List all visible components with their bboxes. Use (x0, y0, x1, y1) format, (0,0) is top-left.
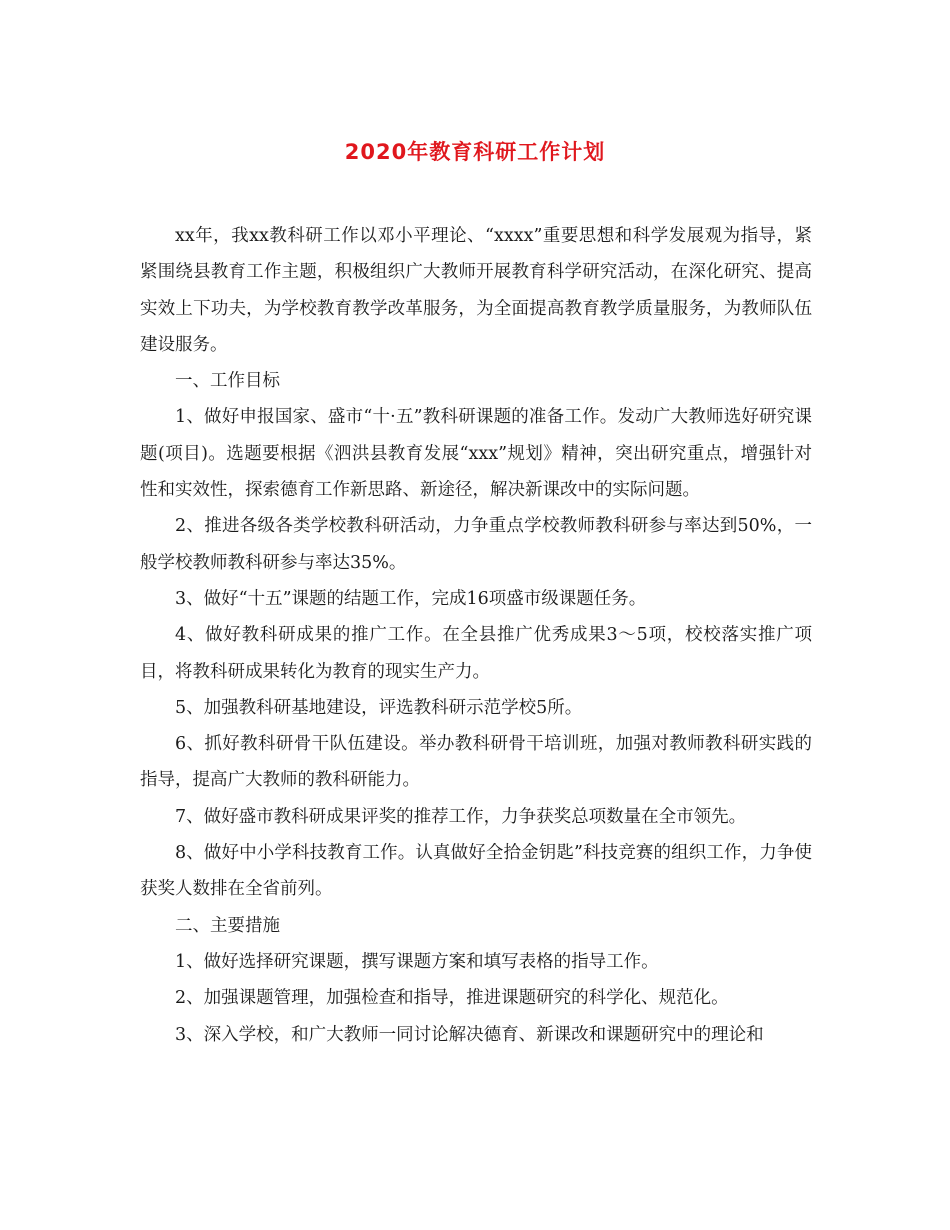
measure-item-1: 1、做好选择研究课题，撰写课题方案和填写表格的指导工作。 (175, 951, 659, 972)
section-heading-goals: 一、工作目标 (175, 371, 280, 392)
goal-item-2: 2、推进各级各类学校教科研活动，力争重点学校教师教科研参与率达到50%，一般学校教师教科研参与率达35%。 (140, 516, 812, 573)
section-heading-measures: 二、主要措施 (175, 915, 280, 936)
goal-item-4: 4、做好教科研成果的推广工作。在全县推广优秀成果3～5项，校校落实推广项目，将教科研成果转化为教育的现实生产力。 (140, 625, 812, 682)
goal-item-1: 1、做好申报国家、盛市“十·五”教科研课题的准备工作。发动广大教师选好研究课题(项目)。选题要根据《泗洪县教育发展“xxx”规划》精神，突出研究重点，增强针对性和实效性，探索德育工作新思路、新途径，解决新课改中的实际问题。 (140, 407, 812, 501)
goal-item-3: 3、做好“十五”课题的结题工作，完成16项盛市级课题任务。 (175, 588, 647, 609)
goal-item-7: 7、做好盛市教科研成果评奖的推荐工作，力争获奖总项数量在全市领先。 (175, 806, 747, 827)
measure-item-2: 2、加强课题管理，加强检查和指导，推进课题研究的科学化、规范化。 (175, 988, 729, 1009)
intro-paragraph: xx年，我xx教科研工作以邓小平理论、“xxxx”重要思想和科学发展观为指导，紧紧围绕县教育工作主题，积极组织广大教师开展教育科学研究活动，在深化研究、提高实效上下功夫，为学校教育教学改革服务，为全面提高教育教学质量服务，为教师队伍建设服务。 (140, 226, 812, 355)
goal-item-8: 8、做好中小学科技教育工作。认真做好全拾金钥匙”科技竞赛的组织工作，力争使获奖人数排在全省前列。 (140, 843, 812, 900)
goal-item-5: 5、加强教科研基地建设，评选教科研示范学校5所。 (175, 697, 583, 718)
document-body (140, 218, 812, 1053)
goal-item-6: 6、抓好教科研骨干队伍建设。举办教科研骨干培训班，加强对教师教科研实践的指导，提高广大教师的教科研能力。 (140, 734, 812, 791)
measure-item-3: 3、深入学校，和广大教师一同讨论解决德育、新课改和课题研究中的理论和 (175, 1024, 764, 1045)
document-title: 2020年教育科研工作计划 (344, 140, 606, 164)
